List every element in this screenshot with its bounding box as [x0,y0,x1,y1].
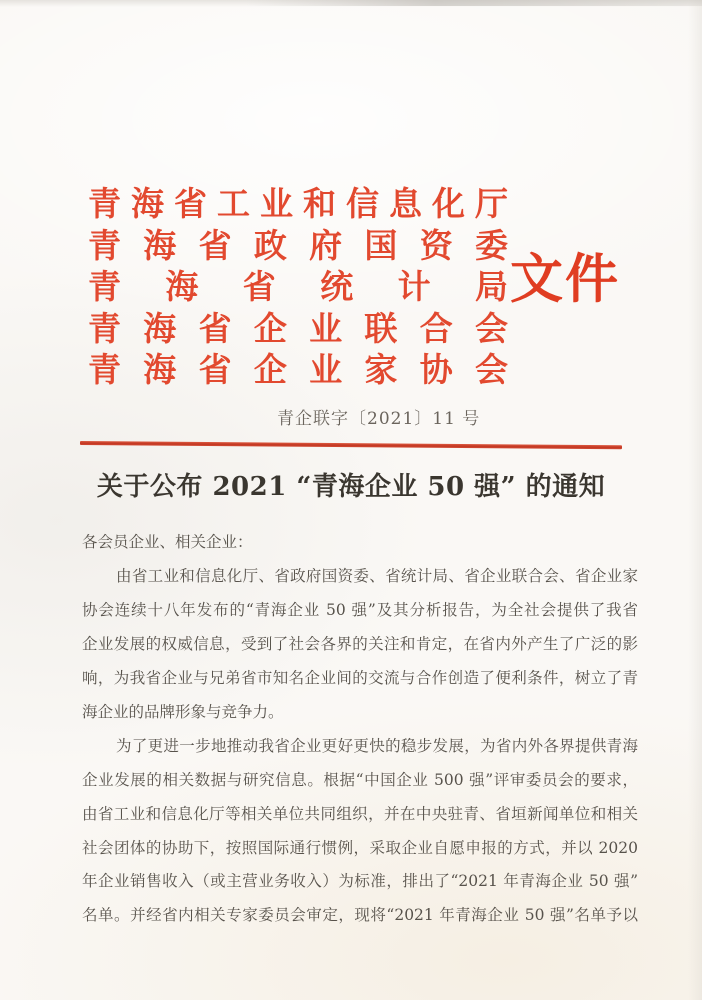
body-line: 为了更进一步地推动我省企业更好更快的稳步发展，为省内外各界提供青海 [116,737,638,755]
letterhead-org-line-4: 青海省企业联合会 [88,308,508,348]
red-divider-line [80,441,622,449]
body-line: 企业发展的权威信息，受到了社会各界的关注和肯定，在省内外产生了广泛的影 [82,635,638,653]
letterhead-org-line-2: 青海省政府国资委 [88,225,508,265]
body-line: 由省工业和信息化厅、省政府国资委、省统计局、省企业联合会、省企业家 [116,567,638,585]
document-reference-number: 青企联字〔2021〕11 号 [277,409,481,429]
body-line: 名单。并经省内相关专家委员会审定，现将“2021 年青海企业 50 强”名单予以 [82,906,638,924]
letterhead-org-line-5: 青海省企业家协会 [88,350,508,389]
body-line: 海企业的品牌形象与竞争力。 [82,703,284,721]
body-line: 由省工业和信息化厅等相关单位共同组织，并在中央驻青、省垣新闻单位和相关 [82,805,638,823]
scan-edge-artifact [0,0,702,6]
letterhead-org-line-1: 青海省工业和信息化厅 [88,184,508,223]
salutation-line: 各会员企业、相关企业： [82,533,253,551]
body-line: 响，为我省企业与兄弟省市知名企业间的交流与合作创造了便利条件，树立了青 [82,669,638,687]
letterhead-doc-type-label: 文件 [510,248,620,310]
letterhead-org-line-3: 青海省统计局 [88,267,508,306]
body-line: 年企业销售收入（或主营业务收入）为标准，排出了“2021 年青海企业 50 强” [82,872,638,890]
body-line: 社会团体的协助下，按照国际通行惯例，采取企业自愿申报的方式，并以 2020 [82,839,638,857]
body-line: 协会连续十八年发布的“青海企业 50 强”及其分析报告，为全社会提供了我省 [82,601,638,619]
letterhead-org-block [88,183,508,391]
body-line: 企业发展的相关数据与研究信息。根据“中国企业 500 强”评审委员会的要求， [82,771,638,789]
document-title: 关于公布 2021 “青海企业 50 强” 的通知 [96,472,606,502]
